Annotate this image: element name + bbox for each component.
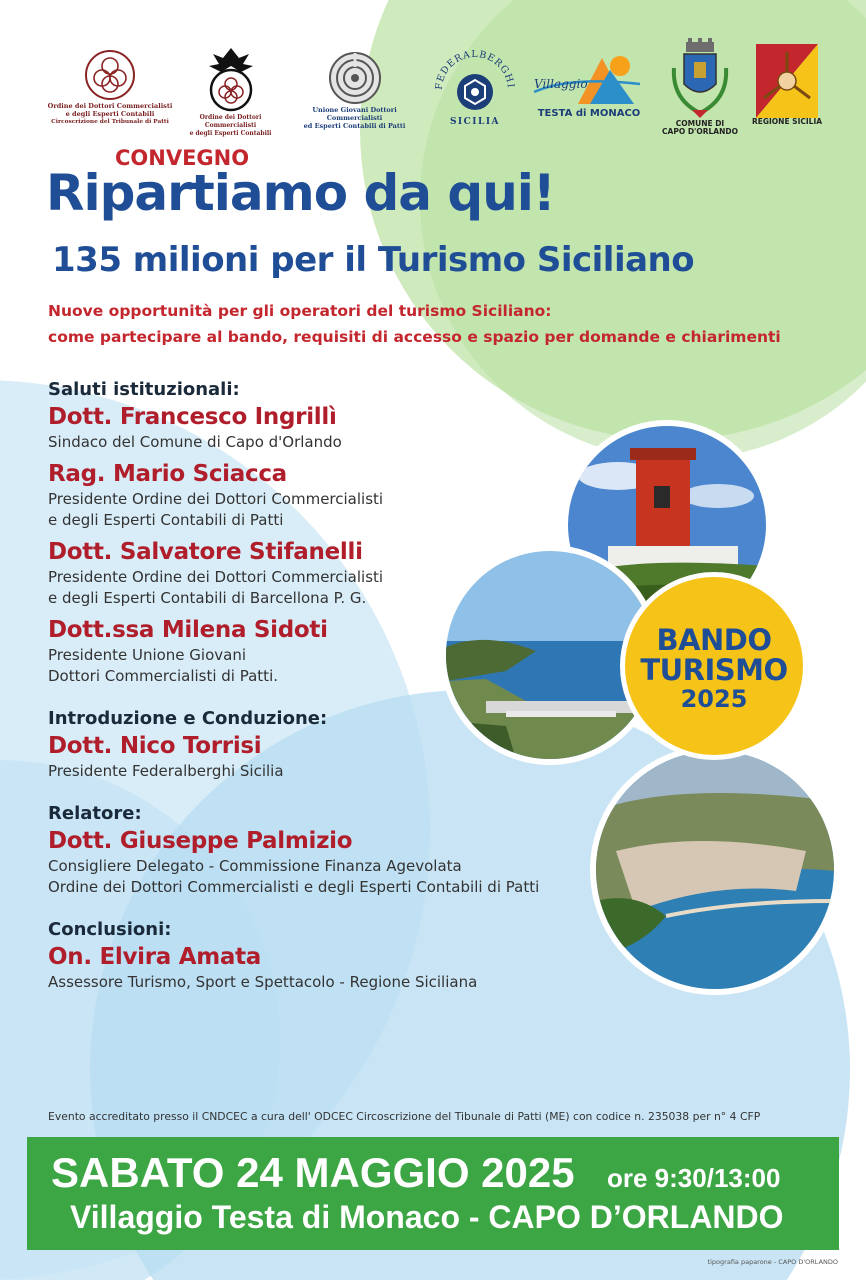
- speaker-role-sidoti-2: Dottori Commercialisti di Patti.: [48, 667, 279, 685]
- speaker-role-torrisi: Presidente Federalberghi Sicilia: [48, 762, 284, 780]
- logo-federalberghi: [430, 42, 520, 126]
- badge-bando-turismo: [620, 572, 808, 760]
- photo-capo-dorlando-aerial: [590, 745, 840, 995]
- logo-villaggio-testa-di-monaco: [530, 48, 648, 118]
- mountain-sun-icon: [530, 48, 648, 110]
- speaker-name-torrisi: Dott. Nico Torrisi: [48, 733, 262, 759]
- logo-odcec2-caption-1: Ordine dei Dottori Commercialisti: [199, 114, 262, 129]
- speaker-role-amata: Assessore Turismo, Sport e Spettacolo - Regione Siciliana: [48, 973, 478, 991]
- badge-line-2: TURISMO: [640, 653, 788, 687]
- speaker-name-palmizio: Dott. Giuseppe Palmizio: [48, 828, 353, 854]
- badge-line-1: BANDO: [656, 623, 772, 657]
- coat-of-arms-icon: [668, 38, 732, 120]
- logo-odcec-patti: [40, 48, 180, 126]
- speaker-name-stifanelli: Dott. Salvatore Stifanelli: [48, 539, 363, 565]
- speaker-role-palmizio-1: Consigliere Delegato - Commissione Finanza Agevolata: [48, 857, 462, 875]
- aerial-coast-image: [596, 751, 834, 989]
- speaker-role-stifanelli-2: e degli Esperti Contabili di Barcellona P. G.: [48, 589, 367, 607]
- description-line-2: come partecipare al bando, requisiti di accesso e spazio per domande e chiarimenti: [48, 328, 781, 346]
- speaker-name-ingrilli: Dott. Francesco Ingrillì: [48, 404, 337, 430]
- logos-row: [0, 0, 866, 150]
- accreditation-note: Evento accreditato presso il CNDCEC a cura dell' ODCEC Circoscrizione del Tibunale di Patti (ME) con codice n. 235038 per n° 4 CFP: [48, 1110, 761, 1123]
- footer-banner: [27, 1137, 839, 1250]
- logo-ugdc-patti: [287, 50, 422, 130]
- logo-odcec-caption-1: Ordine dei Dottori Commercialisti: [47, 102, 173, 110]
- logo-comune-capo-dorlando: [658, 38, 742, 136]
- description: [48, 298, 838, 350]
- federalberghi-emblem-icon: [430, 42, 520, 122]
- speaker-role-sciacca-2: e degli Esperti Contabili di Patti: [48, 511, 284, 529]
- event-date: SABATO 24 MAGGIO 2025: [51, 1149, 575, 1196]
- speaker-role-ingrilli: Sindaco del Comune di Capo d'Orlando: [48, 433, 342, 451]
- event-time: ore 9:30/13:00: [607, 1163, 781, 1193]
- speaker-role-palmizio-2: Ordine dei Dottori Commercialisti e degli Esperti Contabili di Patti: [48, 878, 540, 896]
- kicker-convegno: CONVEGNO: [115, 146, 250, 170]
- page-subtitle: 135 milioni per il Turismo Siciliano: [52, 240, 695, 280]
- badge-line-3: 2025: [680, 685, 748, 713]
- federalberghi-arc-text: FEDERALBERGHI: [433, 48, 517, 91]
- section-saluti-label: Saluti istituzionali:: [48, 379, 240, 400]
- comune-caption-2: CAPO D'ORLANDO: [662, 127, 738, 136]
- logo-odcec-caption-2: e degli Esperti Contabili: [65, 110, 155, 118]
- speaker-name-amata: On. Elvira Amata: [48, 944, 262, 970]
- regione-caption: REGIONE SICILIA: [751, 117, 823, 126]
- labyrinth-icon: [328, 50, 382, 106]
- speaker-name-sciacca: Rag. Mario Sciacca: [48, 461, 287, 487]
- comune-caption-1: COMUNE DI: [675, 119, 725, 128]
- logo-regione-sicilia: [748, 44, 826, 126]
- speaker-role-stifanelli-1: Presidente Ordine dei Dottori Commercialisti: [48, 568, 384, 586]
- villaggio-name: TESTA di MONACO: [537, 108, 641, 119]
- section-relatore-label: Relatore:: [48, 803, 142, 824]
- speaker-role-sciacca-1: Presidente Ordine dei Dottori Commercialisti: [48, 490, 384, 508]
- trinacria-flag-icon: [756, 44, 818, 118]
- printer-credit: tipografia paparone - CAPO D'ORLANDO: [707, 1258, 838, 1266]
- logo-ugdc-caption-1: Unione Giovani Dottori Commercialisti: [312, 106, 397, 122]
- eagle-emblem-icon: [199, 44, 263, 114]
- odcec-emblem-icon: [83, 48, 137, 102]
- speaker-name-sidoti: Dott.ssa Milena Sidoti: [48, 617, 328, 643]
- logo-ugdc-caption-2: ed Esperti Contabili di Patti: [303, 122, 406, 130]
- section-intro-label: Introduzione e Conduzione:: [48, 708, 328, 729]
- section-conclusioni-label: Conclusioni:: [48, 919, 172, 940]
- federalberghi-sub: SICILIA: [449, 117, 501, 127]
- logo-odcec-caption-3: Circoscrizione del Tribunale di Patti: [51, 119, 169, 125]
- page-title: Ripartiamo da qui!: [46, 164, 555, 222]
- villaggio-script: Villaggio: [534, 77, 588, 91]
- logo-odcec2-caption-2: e degli Esperti Contabili: [189, 130, 272, 137]
- logo-odcec-2: [178, 44, 283, 138]
- description-line-1: Nuove opportunità per gli operatori del turismo Siciliano:: [48, 302, 552, 320]
- event-place: Villaggio Testa di Monaco - CAPO D’ORLANDO: [70, 1199, 784, 1235]
- speaker-role-sidoti-1: Presidente Unione Giovani: [48, 646, 247, 664]
